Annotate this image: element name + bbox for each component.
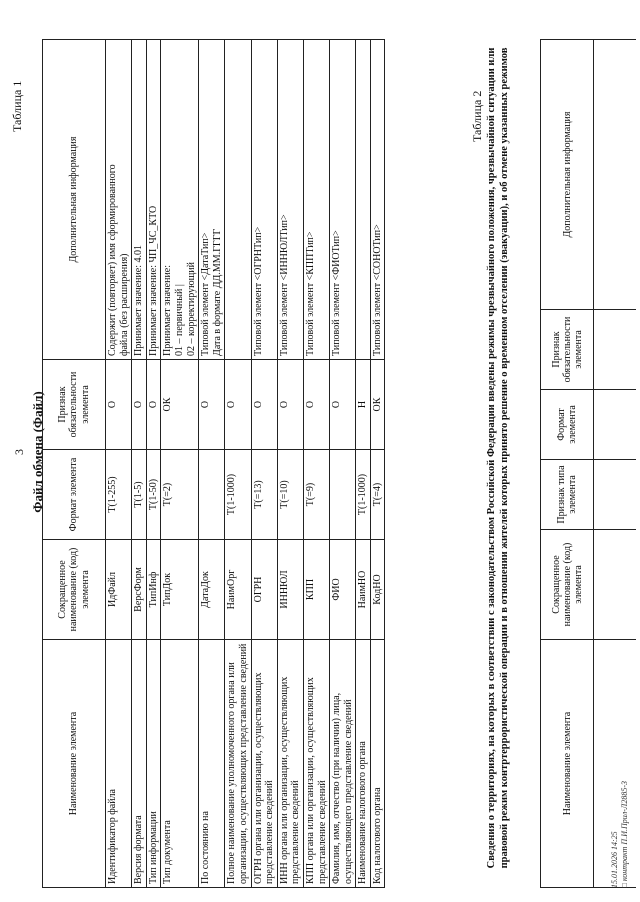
cell-name: Полное наименование уполномоченного органа или организации, осуществляющих представление сведений xyxy=(225,640,251,888)
stamp-reference: □ контракт П.И.Прил-Л2885-3 xyxy=(620,781,629,888)
header-element-name: Наименование элемента xyxy=(541,640,594,888)
cell-required: ОК xyxy=(161,360,199,450)
table-row xyxy=(330,40,356,888)
cell-info: Типовой элемент <ОГРНТип> xyxy=(251,40,277,360)
table2-body-row xyxy=(594,40,637,888)
cell-info: Содержит (повторяет) имя сформированного файла (без расширения) xyxy=(106,40,132,360)
cell-code: КодНО xyxy=(370,540,385,640)
cell-required: О xyxy=(251,360,277,450)
cell-format: T(1-1000) xyxy=(356,450,371,540)
cell-name: Версия формата xyxy=(132,640,147,888)
cell-required: О xyxy=(277,360,303,450)
header-additional-info: Дополнительная информация xyxy=(541,40,594,310)
stamp-date: 15.01.2026 14:25 xyxy=(610,831,619,888)
cell-info: Типовой элемент <СОНОТип> xyxy=(370,40,385,360)
cell-info: Принимает значение: 4.01 xyxy=(132,40,147,360)
cell-name: Наименование налогового органа xyxy=(356,640,371,888)
cell-info: Типовой элемент <КППТип> xyxy=(303,40,329,360)
cell-info: Принимает значение: 01 – первичный | 02 – корректирующий xyxy=(161,40,199,360)
header-element-name: Наименование элемента xyxy=(43,640,106,888)
table-row xyxy=(146,40,161,888)
empty-cell xyxy=(594,460,637,530)
header-element-required: Признак обязательности элемента xyxy=(541,310,594,390)
table1-header-row xyxy=(43,40,106,888)
cell-format xyxy=(199,450,225,540)
cell-name: Тип документа xyxy=(161,640,199,888)
cell-format xyxy=(330,450,356,540)
empty-cell xyxy=(594,40,637,310)
cell-code: ТипДок xyxy=(161,540,199,640)
cell-name: КПП органа или организации, осуществляющих представление сведений xyxy=(303,640,329,888)
header-element-type: Признак типа элемента xyxy=(541,460,594,530)
table-row xyxy=(132,40,147,888)
cell-code: ВерсФорм xyxy=(132,540,147,640)
table-row xyxy=(106,40,132,888)
table-row xyxy=(199,40,225,888)
cell-name: ОГРН органа или организации, осуществляющих представление сведений xyxy=(251,640,277,888)
cell-code: НаимОрг xyxy=(225,540,251,640)
page-number: 3 xyxy=(12,449,26,455)
cell-required: О xyxy=(106,360,132,450)
cell-code: ДатаДок xyxy=(199,540,225,640)
table-row xyxy=(370,40,385,888)
cell-required: Н xyxy=(356,360,371,450)
cell-required: О xyxy=(330,360,356,450)
cell-name: Тип информации xyxy=(146,640,161,888)
table-row xyxy=(277,40,303,888)
cell-format: T(1-5) xyxy=(132,450,147,540)
cell-code: НаимНО xyxy=(356,540,371,640)
cell-info: Принимает значение: ЧП_ЧС_КТО xyxy=(146,40,161,360)
cell-format: T(1-1000) xyxy=(225,450,251,540)
cell-format: T(1-50) xyxy=(146,450,161,540)
empty-cell xyxy=(594,310,637,390)
cell-format: T(=4) xyxy=(370,450,385,540)
cell-format: T(1-255) xyxy=(106,450,132,540)
table2-title: Сведения о территориях, на которых в соответствии с законодательством Российской Федерации введены режимы чрезвычайного положения, чрезвычайной ситуации или правовой режим контртеррористической операции и в отношении жителей которых принято решение о временном отселении (эвакуации), и об отмене указанных режимов xyxy=(486,47,510,869)
cell-name: Фамилия, имя, отчество (при наличии) лица, осуществляющего представление сведений xyxy=(330,640,356,888)
cell-code: ФИО xyxy=(330,540,356,640)
cell-format: T(=9) xyxy=(303,450,329,540)
table-row xyxy=(251,40,277,888)
cell-info: Типовой элемент <ФИОТип> xyxy=(330,40,356,360)
cell-required: О xyxy=(132,360,147,450)
table1-caption: Таблица 1 xyxy=(10,80,24,132)
empty-cell xyxy=(594,530,637,640)
cell-name: ИНН органа или организации, осуществляющих представление сведений xyxy=(277,640,303,888)
cell-info xyxy=(356,40,371,360)
cell-format: T(=2) xyxy=(161,450,199,540)
header-element-code: Сокращенное наименование (код) элемента xyxy=(541,530,594,640)
cell-name: По состоянию на xyxy=(199,640,225,888)
territories-table xyxy=(540,39,636,888)
cell-format: T(=13) xyxy=(251,450,277,540)
cell-required: О xyxy=(146,360,161,450)
table2-header-row xyxy=(541,40,594,888)
header-element-format: Формат элемента xyxy=(43,450,106,540)
cell-code: КПП xyxy=(303,540,329,640)
table2-caption: Таблица 2 xyxy=(470,90,484,142)
cell-required: ОК xyxy=(370,360,385,450)
cell-required: О xyxy=(225,360,251,450)
empty-cell xyxy=(594,390,637,460)
cell-format: T(=10) xyxy=(277,450,303,540)
table-row xyxy=(225,40,251,888)
cell-code: ОГРН xyxy=(251,540,277,640)
table-row xyxy=(303,40,329,888)
table1-title: Файл обмена (Файл) xyxy=(30,391,45,513)
cell-required: О xyxy=(303,360,329,450)
cell-required: О xyxy=(199,360,225,450)
cell-code: ИдФайл xyxy=(106,540,132,640)
cell-info: Типовой элемент <ДатаТип> Дата в формате ДД.ММ.ГГГГ xyxy=(199,40,225,360)
cell-code: ИННЮЛ xyxy=(277,540,303,640)
header-additional-info: Дополнительная информация xyxy=(43,40,106,360)
cell-code: ТипИнф xyxy=(146,540,161,640)
header-element-code: Сокращенное наименование (код) элемента xyxy=(43,540,106,640)
header-element-format: Формат элемента xyxy=(541,390,594,460)
cell-info: Типовой элемент <ИННЮЛТип> xyxy=(277,40,303,360)
table-row xyxy=(161,40,199,888)
cell-info xyxy=(225,40,251,360)
table-row xyxy=(356,40,371,888)
exchange-file-table xyxy=(42,39,385,888)
cell-name: Идентификатор файла xyxy=(106,640,132,888)
cell-name: Код налогового органа xyxy=(370,640,385,888)
header-element-required: Признак обязательности элемента xyxy=(43,360,106,450)
